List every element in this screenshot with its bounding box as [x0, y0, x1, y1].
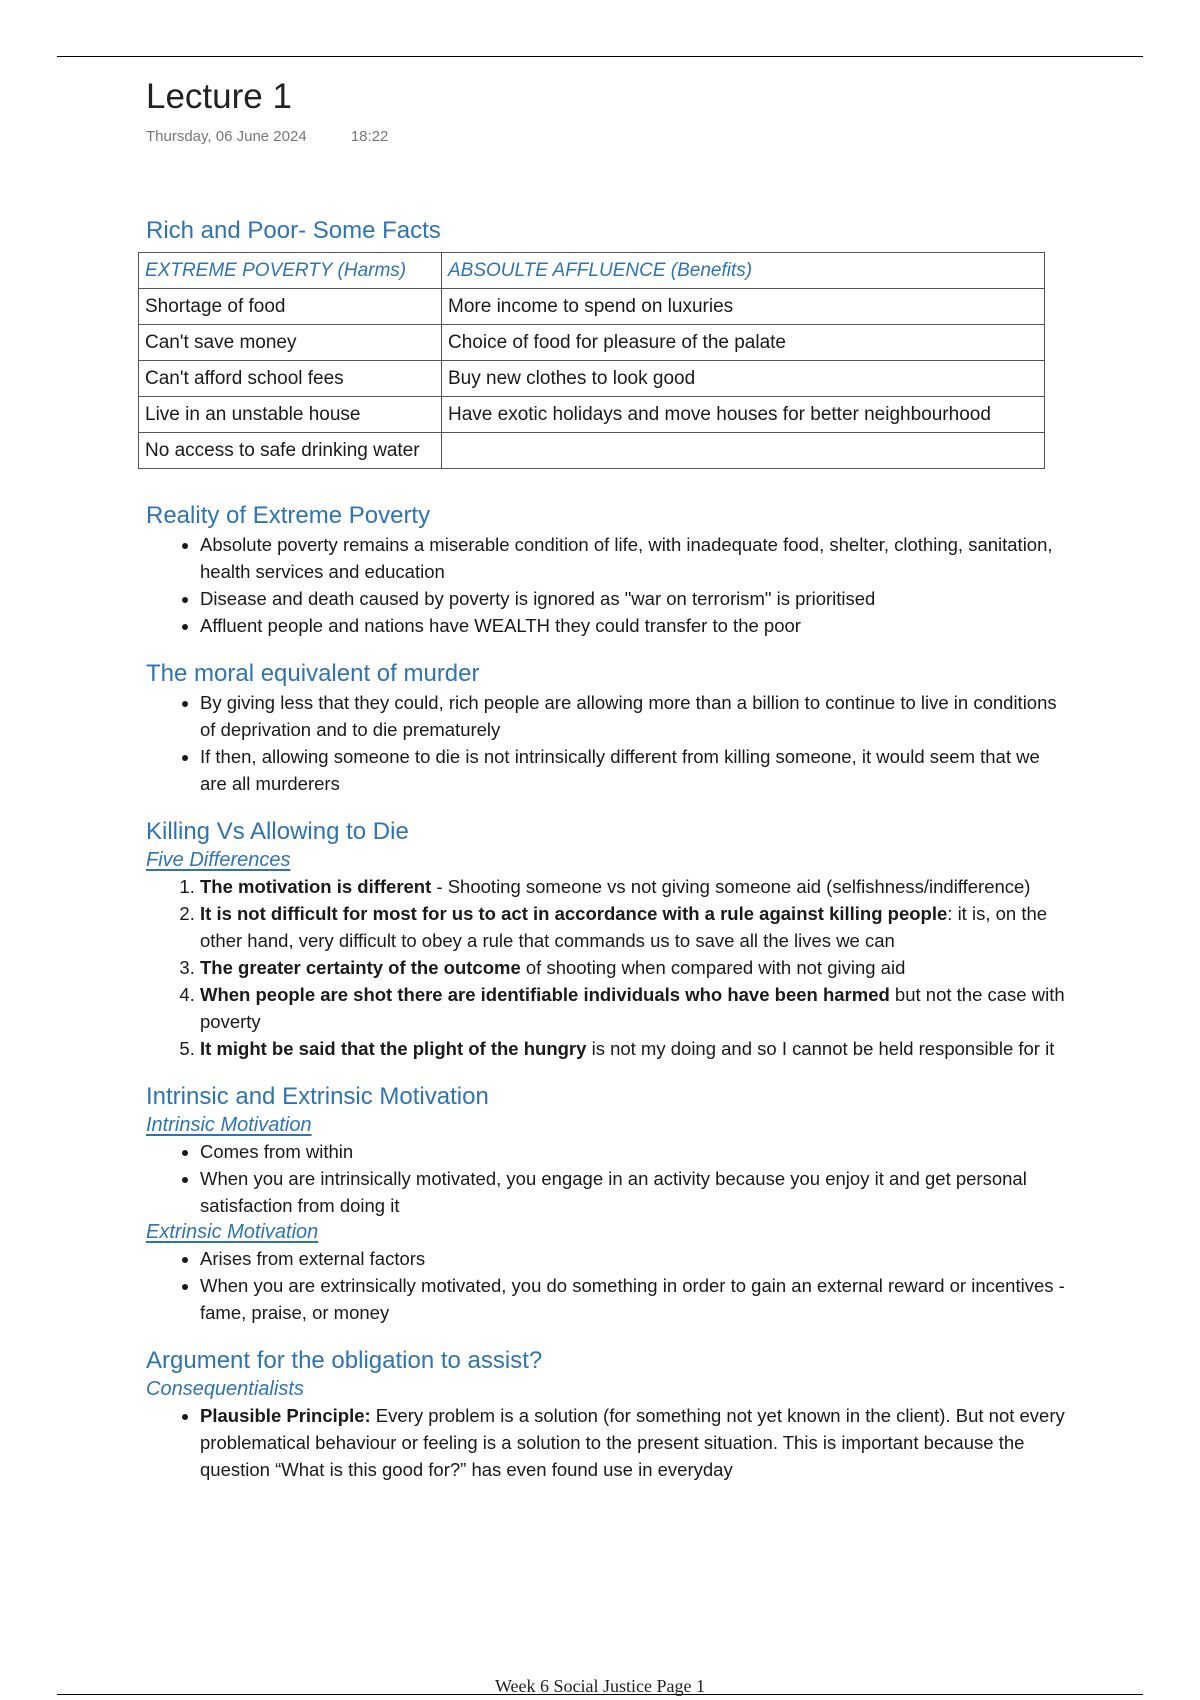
- table-cell: [442, 433, 1045, 469]
- section-reality: [146, 501, 1066, 639]
- list-item: • Comes from within: [200, 1138, 1066, 1165]
- list-item: [200, 954, 1066, 981]
- page-footer: Week 6 Social Justice Page 1: [495, 1676, 705, 1696]
- table-cell: More income to spend on luxuries: [442, 289, 1045, 325]
- bullet-list: [146, 689, 1066, 797]
- section-heading: Rich and Poor- Some Facts: [146, 217, 441, 244]
- page-meta: [146, 128, 1066, 150]
- list-item: • Arises from external factors: [200, 1245, 1066, 1272]
- item-text: but not the case with poverty: [200, 984, 1065, 1032]
- table-header-cell: EXTREME POVERTY (Harms): [139, 253, 442, 289]
- list-item: • When you are extrinsically motivated, you do something in order to gain an external reward or incentives - fame, praise, or money: [200, 1272, 1066, 1326]
- page-time: 18:22: [350, 128, 389, 145]
- table-cell: No access to safe drinking water: [139, 433, 442, 469]
- table-cell: Can't afford school fees: [139, 361, 442, 397]
- item-bold: The greater certainty of the outcome: [200, 957, 521, 978]
- subheading: Five Differences: [146, 849, 291, 871]
- section-heading: Killing Vs Allowing to Die: [146, 818, 409, 845]
- item-text: Every problem is a solution (for something not yet known in the client). But not every problematical behaviour or feeling is a solution to the present situation. This is important because the question “What is this good for?” has even found use in everyday: [200, 1405, 1065, 1480]
- subheading: Consequentialists: [146, 1378, 304, 1400]
- table-cell: Buy new clothes to look good: [442, 361, 1045, 397]
- list-item: [200, 1035, 1066, 1062]
- item-bold: It is not difficult for most for us to act in accordance with a rule against killing people: [200, 903, 948, 924]
- table-cell: Have exotic holidays and move houses for better neighbourhood: [442, 397, 1045, 433]
- section-heading: The moral equivalent of murder: [146, 660, 480, 687]
- list-item: [200, 900, 1066, 954]
- table-cell: Choice of food for pleasure of the palate: [442, 325, 1045, 361]
- table-cell: Live in an unstable house: [139, 397, 442, 433]
- list-item: [200, 1402, 1066, 1483]
- list-item: [200, 981, 1066, 1035]
- item-text: is not my doing and so I cannot be held responsible for it: [586, 1038, 1055, 1059]
- table-row: [139, 325, 1045, 361]
- item-bold: Plausible Principle:: [200, 1405, 371, 1426]
- item-bold: It might be said that the plight of the hungry: [200, 1038, 587, 1059]
- table-row: [139, 289, 1045, 325]
- item-bold: When people are shot there are identifiable individuals who have been harmed: [200, 984, 890, 1005]
- list-item: • By giving less that they could, rich people are allowing more than a billion to continue to live in conditions of deprivation and to die prematurely: [200, 689, 1066, 743]
- section-killing: [146, 817, 1066, 1062]
- subheading: Intrinsic Motivation: [146, 1114, 312, 1136]
- numbered-list: [146, 873, 1066, 1062]
- facts-table: [138, 252, 1045, 469]
- table-cell: Can't save money: [139, 325, 442, 361]
- bullet-list: [146, 1138, 1066, 1219]
- section-motivation: [146, 1082, 1066, 1326]
- section-heading: Reality of Extreme Poverty: [146, 502, 431, 529]
- table-row: [139, 361, 1045, 397]
- table-row: [139, 397, 1045, 433]
- table-cell: Shortage of food: [139, 289, 442, 325]
- top-rule: [57, 56, 1143, 57]
- list-item: • When you are intrinsically motivated, you engage in an activity because you enjoy it and get personal satisfaction from doing it: [200, 1165, 1066, 1219]
- list-item: [200, 873, 1066, 900]
- section-murder: [146, 659, 1066, 797]
- bottom-rule: [57, 1694, 1143, 1695]
- list-item: • Affluent people and nations have WEALTH they could transfer to the poor: [200, 612, 1066, 639]
- item-bold: The motivation is different: [200, 876, 432, 897]
- table-header-row: [139, 253, 1045, 289]
- bullet-list: [146, 1402, 1066, 1483]
- table-header-cell: ABSOULTE AFFLUENCE (Benefits): [442, 253, 1045, 289]
- section-argument: [146, 1346, 1066, 1483]
- subheading: Extrinsic Motivation: [146, 1221, 319, 1243]
- section-rich-poor: [146, 216, 1066, 469]
- section-heading: Argument for the obligation to assist?: [146, 1347, 543, 1374]
- list-item: • Absolute poverty remains a miserable condition of life, with inadequate food, shelter, clothing, sanitation, health services and education: [200, 531, 1066, 585]
- table-row: [139, 433, 1045, 469]
- page-title: Lecture 1: [146, 77, 292, 116]
- item-text: - Shooting someone vs not giving someone aid (selfishness/indifference): [431, 876, 1031, 897]
- list-item: • Disease and death caused by poverty is ignored as "war on terrorism" is prioritised: [200, 585, 1066, 612]
- note-page: [146, 74, 1066, 1483]
- list-item: • If then, allowing someone to die is not intrinsically different from killing someone, it would seem that we are all murderers: [200, 743, 1066, 797]
- item-text: : it is, on the other hand, very difficult to obey a rule that commands us to save all the lives we can: [200, 903, 1048, 951]
- section-heading: Intrinsic and Extrinsic Motivation: [146, 1083, 489, 1110]
- page-date: Thursday, 06 June 2024: [146, 128, 307, 145]
- bullet-list: [146, 1245, 1066, 1326]
- bullet-list: [146, 531, 1066, 639]
- item-text: of shooting when compared with not giving aid: [520, 957, 906, 978]
